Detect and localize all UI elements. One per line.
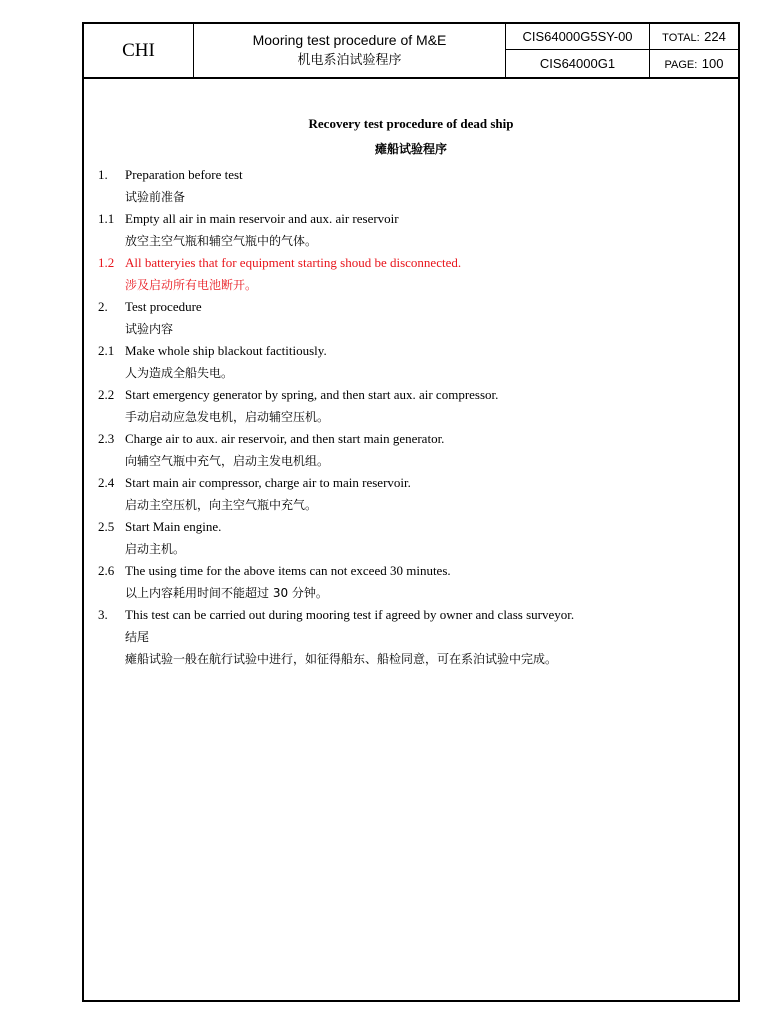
item-text-zh: 试验前准备 bbox=[125, 190, 186, 204]
list-item bbox=[98, 208, 718, 230]
list-item-zh bbox=[98, 362, 718, 384]
list-item-zh bbox=[98, 186, 718, 208]
item-number: 2. bbox=[98, 299, 108, 314]
item-text-en: The using time for the above items can not exceed 30 minutes. bbox=[125, 563, 451, 578]
item-number: 1. bbox=[98, 167, 108, 182]
list-item-zh bbox=[98, 406, 718, 428]
item-text-zh: 启动主机。 bbox=[125, 542, 186, 556]
title-zh: 机电系泊试验程序 bbox=[297, 52, 402, 67]
item-text-en: Charge air to aux. air reservoir, and then start main generator. bbox=[125, 431, 445, 446]
doc-code-bottom: CIS64000G1 bbox=[506, 50, 650, 77]
list-item bbox=[98, 384, 718, 406]
list-item-zh bbox=[98, 318, 718, 340]
item-text-zh: 向辅空气瓶中充气，启动主发电机组。 bbox=[125, 454, 330, 468]
list-item-zh-highlighted bbox=[98, 274, 718, 296]
item-text-en: Test procedure bbox=[125, 299, 202, 314]
item-number: 2.1 bbox=[98, 343, 115, 358]
item-number: 2.2 bbox=[98, 387, 115, 402]
total-value: 224 bbox=[704, 29, 726, 44]
item-text-zh-extra: 瘫船试验一般在航行试验中进行，如征得船东、船检同意，可在系泊试验中完成。 bbox=[125, 652, 558, 666]
item-number: 2.5 bbox=[98, 519, 115, 534]
list-item-zh bbox=[98, 230, 718, 252]
list-item-zh bbox=[98, 582, 718, 604]
list-item bbox=[98, 472, 718, 494]
list-item-zh bbox=[98, 538, 718, 560]
document-frame bbox=[82, 22, 740, 1002]
item-text-zh: 涉及启动所有电池断开。 bbox=[125, 278, 258, 292]
item-text-en: All batteryies that for equipment starting shoud be disconnected. bbox=[125, 255, 462, 270]
item-text-zh: 以上内容耗用时间不能超过 30 分钟。 bbox=[125, 586, 328, 600]
doc-title-en: Recovery test procedure of dead ship bbox=[308, 116, 514, 131]
item-number: 2.3 bbox=[98, 431, 115, 446]
list-item bbox=[98, 604, 718, 626]
total-cell bbox=[650, 24, 738, 50]
item-number: 3. bbox=[98, 607, 108, 622]
item-text-zh: 手动启动应急发电机，启动辅空压机。 bbox=[125, 410, 330, 424]
item-number: 1.1 bbox=[98, 211, 115, 226]
list-item-zh bbox=[98, 626, 718, 648]
procedure-list bbox=[98, 164, 718, 670]
list-item bbox=[98, 560, 718, 582]
list-item-zh bbox=[98, 648, 718, 670]
item-text-en: Empty all air in main reservoir and aux. air reservoir bbox=[125, 211, 399, 226]
item-text-zh: 启动主空压机，向主空气瓶中充气。 bbox=[125, 498, 318, 512]
page-label: PAGE: bbox=[664, 59, 698, 71]
list-item bbox=[98, 516, 718, 538]
item-text-en: Start emergency generator by spring, and then start aux. air compressor. bbox=[125, 387, 499, 402]
item-text-en: Start main air compressor, charge air to main reservoir. bbox=[125, 475, 411, 490]
list-item-zh bbox=[98, 450, 718, 472]
doc-title-zh: 瘫船试验程序 bbox=[374, 142, 447, 156]
item-number: 2.6 bbox=[98, 563, 115, 578]
list-item bbox=[98, 296, 718, 318]
total-label: TOTAL: bbox=[662, 32, 700, 44]
list-item bbox=[98, 428, 718, 450]
doc-code-top: CIS64000G5SY-00 bbox=[506, 24, 650, 50]
item-number: 2.4 bbox=[98, 475, 115, 490]
list-item-zh bbox=[98, 494, 718, 516]
org-cell: CHI bbox=[84, 24, 194, 77]
page-value: 100 bbox=[701, 56, 724, 71]
item-text-zh: 人为造成全船失电。 bbox=[125, 366, 234, 380]
item-text-en: Make whole ship blackout factitiously. bbox=[125, 343, 327, 358]
item-text-en: Preparation before test bbox=[125, 167, 243, 182]
item-number: 1.2 bbox=[98, 255, 115, 270]
header-table bbox=[84, 24, 738, 79]
item-text-zh: 放空主空气瓶和辅空气瓶中的气体。 bbox=[125, 234, 318, 248]
item-text-zh: 结尾 bbox=[125, 630, 150, 644]
item-text-zh: 试验内容 bbox=[125, 322, 174, 336]
list-item bbox=[98, 164, 718, 186]
list-item bbox=[98, 340, 718, 362]
list-item-highlighted bbox=[98, 252, 718, 274]
item-text-en: This test can be carried out during mooring test if agreed by owner and class surveyor. bbox=[125, 607, 575, 622]
title-cell bbox=[194, 24, 506, 77]
title-en: Mooring test procedure of M&E bbox=[252, 32, 447, 48]
item-text-en: Start Main engine. bbox=[125, 519, 222, 534]
page-cell bbox=[650, 50, 738, 77]
